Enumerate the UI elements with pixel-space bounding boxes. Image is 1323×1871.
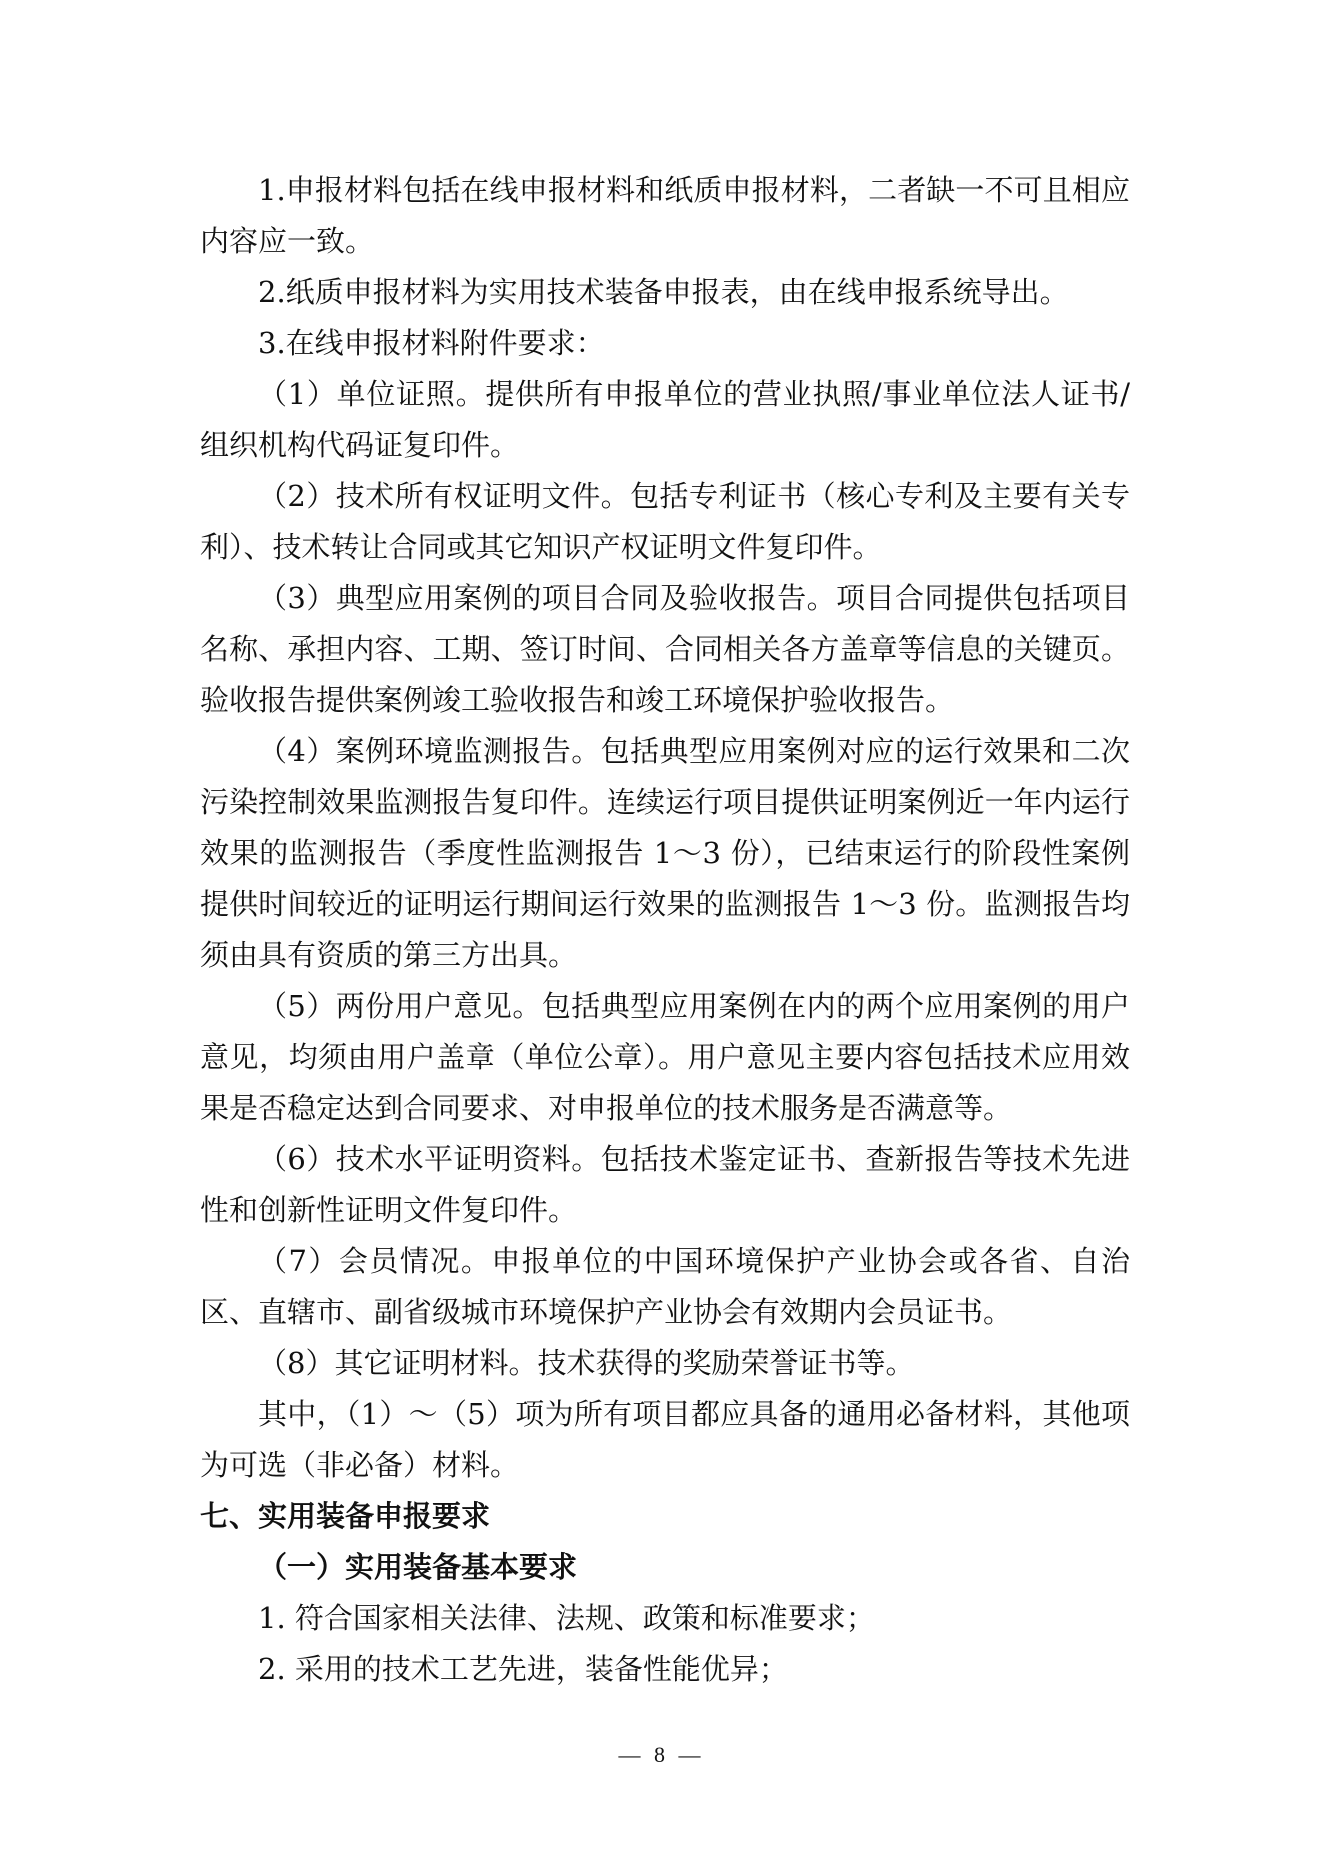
paragraph-item-1-license: （1）单位证照。提供所有申报单位的营业执照/事业单位法人证书/组织机构代码证复印件。 [200, 377, 1130, 462]
paragraph-mandatory-note: 其中，（1）～（5）项为所有项目都应具备的通用必备材料，其他项为可选（非必备）材料。 [200, 1397, 1130, 1482]
section-heading: 七、实用装备申报要求 [200, 1499, 491, 1533]
paragraph-item-4-monitoring: （4）案例环境监测报告。包括典型应用案例对应的运行效果和二次污染控制效果监测报告复印件。连续运行项目提供证明案例近一年内运行效果的监测报告（季度性监测报告 1～3 份），已结束运行的阶段性案例提供时间较近的证明运行期间运行效果的监测报告 1～3 份。监测报告均须由具有资质的第三方出具。 [200, 734, 1130, 972]
paragraph-paper-materials: 2.纸质申报材料为实用技术装备申报表，由在线申报系统导出。 [258, 275, 1069, 309]
paragraph-item-5-user-opinions: （5）两份用户意见。包括典型应用案例在内的两个应用案例的用户意见，均须由用户盖章（单位公章）。用户意见主要内容包括技术应用效果是否稳定达到合同要求、对申报单位的技术服务是否满意等。 [200, 989, 1130, 1125]
paragraph-item-6-technical-level: （6）技术水平证明资料。包括技术鉴定证书、查新报告等技术先进性和创新性证明文件复印件。 [200, 1142, 1130, 1227]
paragraph-item-3-contracts: （3）典型应用案例的项目合同及验收报告。项目合同提供包括项目名称、承担内容、工期、签订时间、合同相关各方盖章等信息的关键页。验收报告提供案例竣工验收报告和竣工环境保护验收报告。 [200, 581, 1130, 717]
page-body [200, 165, 1130, 1695]
requirement-item-1: 1. 符合国家相关法律、法规、政策和标准要求； [258, 1601, 875, 1635]
paragraph-item-8-other: （8）其它证明材料。技术获得的奖励荣誉证书等。 [258, 1346, 915, 1380]
paragraph-online-attachments: 3.在线申报材料附件要求： [258, 326, 605, 360]
subsection-heading: （一）实用装备基本要求 [258, 1550, 578, 1584]
page-number: — 8 — [618, 1742, 705, 1767]
paragraph-item-7-membership: （7）会员情况。申报单位的中国环境保护产业协会或各省、自治区、直辖市、副省级城市环境保护产业协会有效期内会员证书。 [200, 1244, 1130, 1329]
paragraph-item-2-ownership: （2）技术所有权证明文件。包括专利证书（核心专利及主要有关专利）、技术转让合同或其它知识产权证明文件复印件。 [200, 479, 1130, 564]
requirement-item-2: 2. 采用的技术工艺先进，装备性能优异； [258, 1652, 788, 1686]
paragraph-materials-consistency: 1.申报材料包括在线申报材料和纸质申报材料，二者缺一不可且相应内容应一致。 [200, 173, 1130, 258]
